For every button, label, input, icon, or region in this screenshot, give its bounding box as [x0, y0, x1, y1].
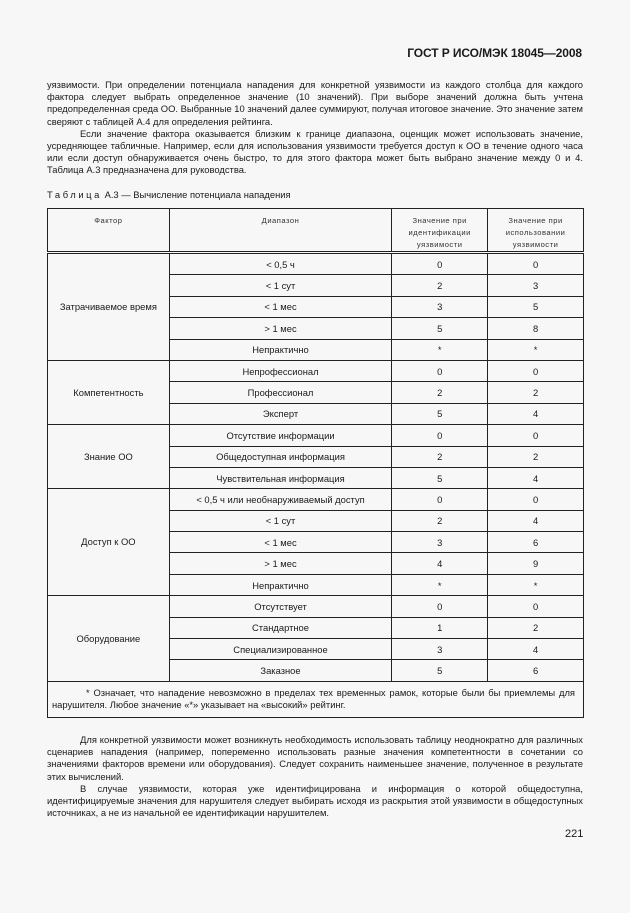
factor-cell: Компетентность: [48, 360, 170, 424]
range-cell: < 1 сут: [169, 275, 391, 296]
table-caption: [47, 189, 291, 200]
header-identification-value: Значение при идентификации уязвимости: [392, 209, 488, 253]
range-cell: Эксперт: [169, 403, 391, 424]
range-cell: Непрактично: [169, 574, 391, 595]
range-cell: Заказное: [169, 660, 391, 681]
identification-value-cell: 3: [392, 532, 488, 553]
exploitation-value-cell: 4: [488, 639, 584, 660]
range-cell: < 1 мес: [169, 296, 391, 317]
exploitation-value-cell: 0: [488, 596, 584, 617]
identification-value-cell: 4: [392, 553, 488, 574]
table-row: [48, 596, 584, 617]
identification-value-cell: 3: [392, 296, 488, 317]
identification-value-cell: 0: [392, 425, 488, 446]
identification-value-cell: 0: [392, 596, 488, 617]
exploitation-value-cell: 6: [488, 660, 584, 681]
factor-cell: Оборудование: [48, 596, 170, 682]
identification-value-cell: 3: [392, 639, 488, 660]
exploitation-value-cell: 0: [488, 489, 584, 510]
range-cell: > 1 мес: [169, 318, 391, 339]
page-number: 221: [565, 828, 584, 840]
caption-title: А.3 — Вычисление потенциала нападения: [101, 189, 291, 200]
intro-paragraph-2: Если значение фактора оказывается близким к границе диапазона, оценщик может использовать значение, усредняющее табличные. Например, если для использования уязвимости требуется доступ к ОО в течение одного часа или если доступ обнаруживается очень быстро, то для этого фактора может быть выбрано значение между 0 и 4. Таблица А.3 предназначена для руководства.: [47, 127, 583, 176]
identification-value-cell: *: [392, 339, 488, 360]
identification-value-cell: 0: [392, 360, 488, 381]
table-row: [48, 360, 584, 381]
range-cell: < 1 мес: [169, 532, 391, 553]
identification-value-cell: 5: [392, 660, 488, 681]
exploitation-value-cell: *: [488, 574, 584, 595]
outro-text: [47, 734, 583, 819]
range-cell: Отсутствует: [169, 596, 391, 617]
factor-cell: Доступ к ОО: [48, 489, 170, 596]
outro-paragraph-1: Для конкретной уязвимости может возникнуть необходимость использовать таблицу неоднократно для различных сценариев нападения (например, попеременно использовать разные значения компетентности в сочетании со значениями факторов времени или оборудования). Следует сохранить наименьшее значение, полученное в результате этих вычислений.: [47, 734, 583, 782]
exploitation-value-cell: 2: [488, 617, 584, 638]
exploitation-value-cell: 9: [488, 553, 584, 574]
header-factor: Фактор: [48, 209, 170, 253]
range-cell: Отсутствие информации: [169, 425, 391, 446]
factor-cell: Знание ОО: [48, 425, 170, 489]
range-cell: Чувствительная информация: [169, 467, 391, 488]
range-cell: Профессионал: [169, 382, 391, 403]
range-cell: < 0,5 ч: [169, 253, 391, 275]
identification-value-cell: 2: [392, 382, 488, 403]
exploitation-value-cell: 0: [488, 425, 584, 446]
caption-prefix: Таблица: [47, 189, 102, 200]
exploitation-value-cell: 0: [488, 360, 584, 381]
exploitation-value-cell: 4: [488, 403, 584, 424]
range-cell: Специализированное: [169, 639, 391, 660]
identification-value-cell: 5: [392, 467, 488, 488]
header-exploitation-value: Значение при использовании уязвимости: [488, 209, 584, 253]
identification-value-cell: 2: [392, 446, 488, 467]
exploitation-value-cell: *: [488, 339, 584, 360]
range-cell: Общедоступная информация: [169, 446, 391, 467]
exploitation-value-cell: 3: [488, 275, 584, 296]
exploitation-value-cell: 2: [488, 446, 584, 467]
footnote-text: * Означает, что нападение невозможно в пределах тех временных рамок, которые были бы приемлемы для нарушителя. Любое значение «*» указывает на «высокий» рейтинг.: [52, 686, 575, 710]
document-header: ГОСТ Р ИСО/МЭК 18045—2008: [407, 46, 582, 60]
factor-cell: Затрачиваемое время: [48, 253, 170, 361]
intro-paragraph-1: уязвимости. При определении потенциала нападения для конкретной уязвимости из каждого столбца для каждого фактора следует выбрать определенное значение (10 значений). При выборе значений должна быть учтена предопределенная среда ОО. Выбранные 10 значений далее суммируют, получая итоговое значение. Это значение затем сверяют с таблицей А.4 для определения рейтинга.: [47, 79, 583, 127]
header-range: Диапазон: [169, 209, 391, 253]
range-cell: Непрофессионал: [169, 360, 391, 381]
identification-value-cell: 1: [392, 617, 488, 638]
range-cell: > 1 мес: [169, 553, 391, 574]
exploitation-value-cell: 8: [488, 318, 584, 339]
outro-paragraph-2: В случае уязвимости, которая уже идентифицирована и информация о которой общедоступна, идентифицируемые значения для нарушителя следует выбирать исходя из раскрытия этой уязвимости в общедоступных источниках, а не из начальной ее идентификации нарушителем.: [47, 782, 583, 819]
range-cell: < 1 сут: [169, 510, 391, 531]
exploitation-value-cell: 4: [488, 467, 584, 488]
table-row: [48, 425, 584, 446]
range-cell: < 0,5 ч или необнаруживаемый доступ: [169, 489, 391, 510]
exploitation-value-cell: 5: [488, 296, 584, 317]
footnote-row: [48, 681, 584, 717]
table-row: [48, 253, 584, 275]
identification-value-cell: 2: [392, 275, 488, 296]
table-footnote: [48, 681, 584, 717]
range-cell: Непрактично: [169, 339, 391, 360]
table-header-row: [48, 209, 584, 253]
identification-value-cell: 0: [392, 253, 488, 275]
identification-value-cell: 0: [392, 489, 488, 510]
identification-value-cell: 5: [392, 318, 488, 339]
identification-value-cell: 5: [392, 403, 488, 424]
attack-potential-table: [47, 208, 584, 718]
exploitation-value-cell: 2: [488, 382, 584, 403]
table-row: [48, 489, 584, 510]
exploitation-value-cell: 0: [488, 253, 584, 275]
range-cell: Стандартное: [169, 617, 391, 638]
intro-text: [47, 79, 583, 177]
table-body: [48, 253, 584, 682]
exploitation-value-cell: 6: [488, 532, 584, 553]
identification-value-cell: *: [392, 574, 488, 595]
identification-value-cell: 2: [392, 510, 488, 531]
exploitation-value-cell: 4: [488, 510, 584, 531]
